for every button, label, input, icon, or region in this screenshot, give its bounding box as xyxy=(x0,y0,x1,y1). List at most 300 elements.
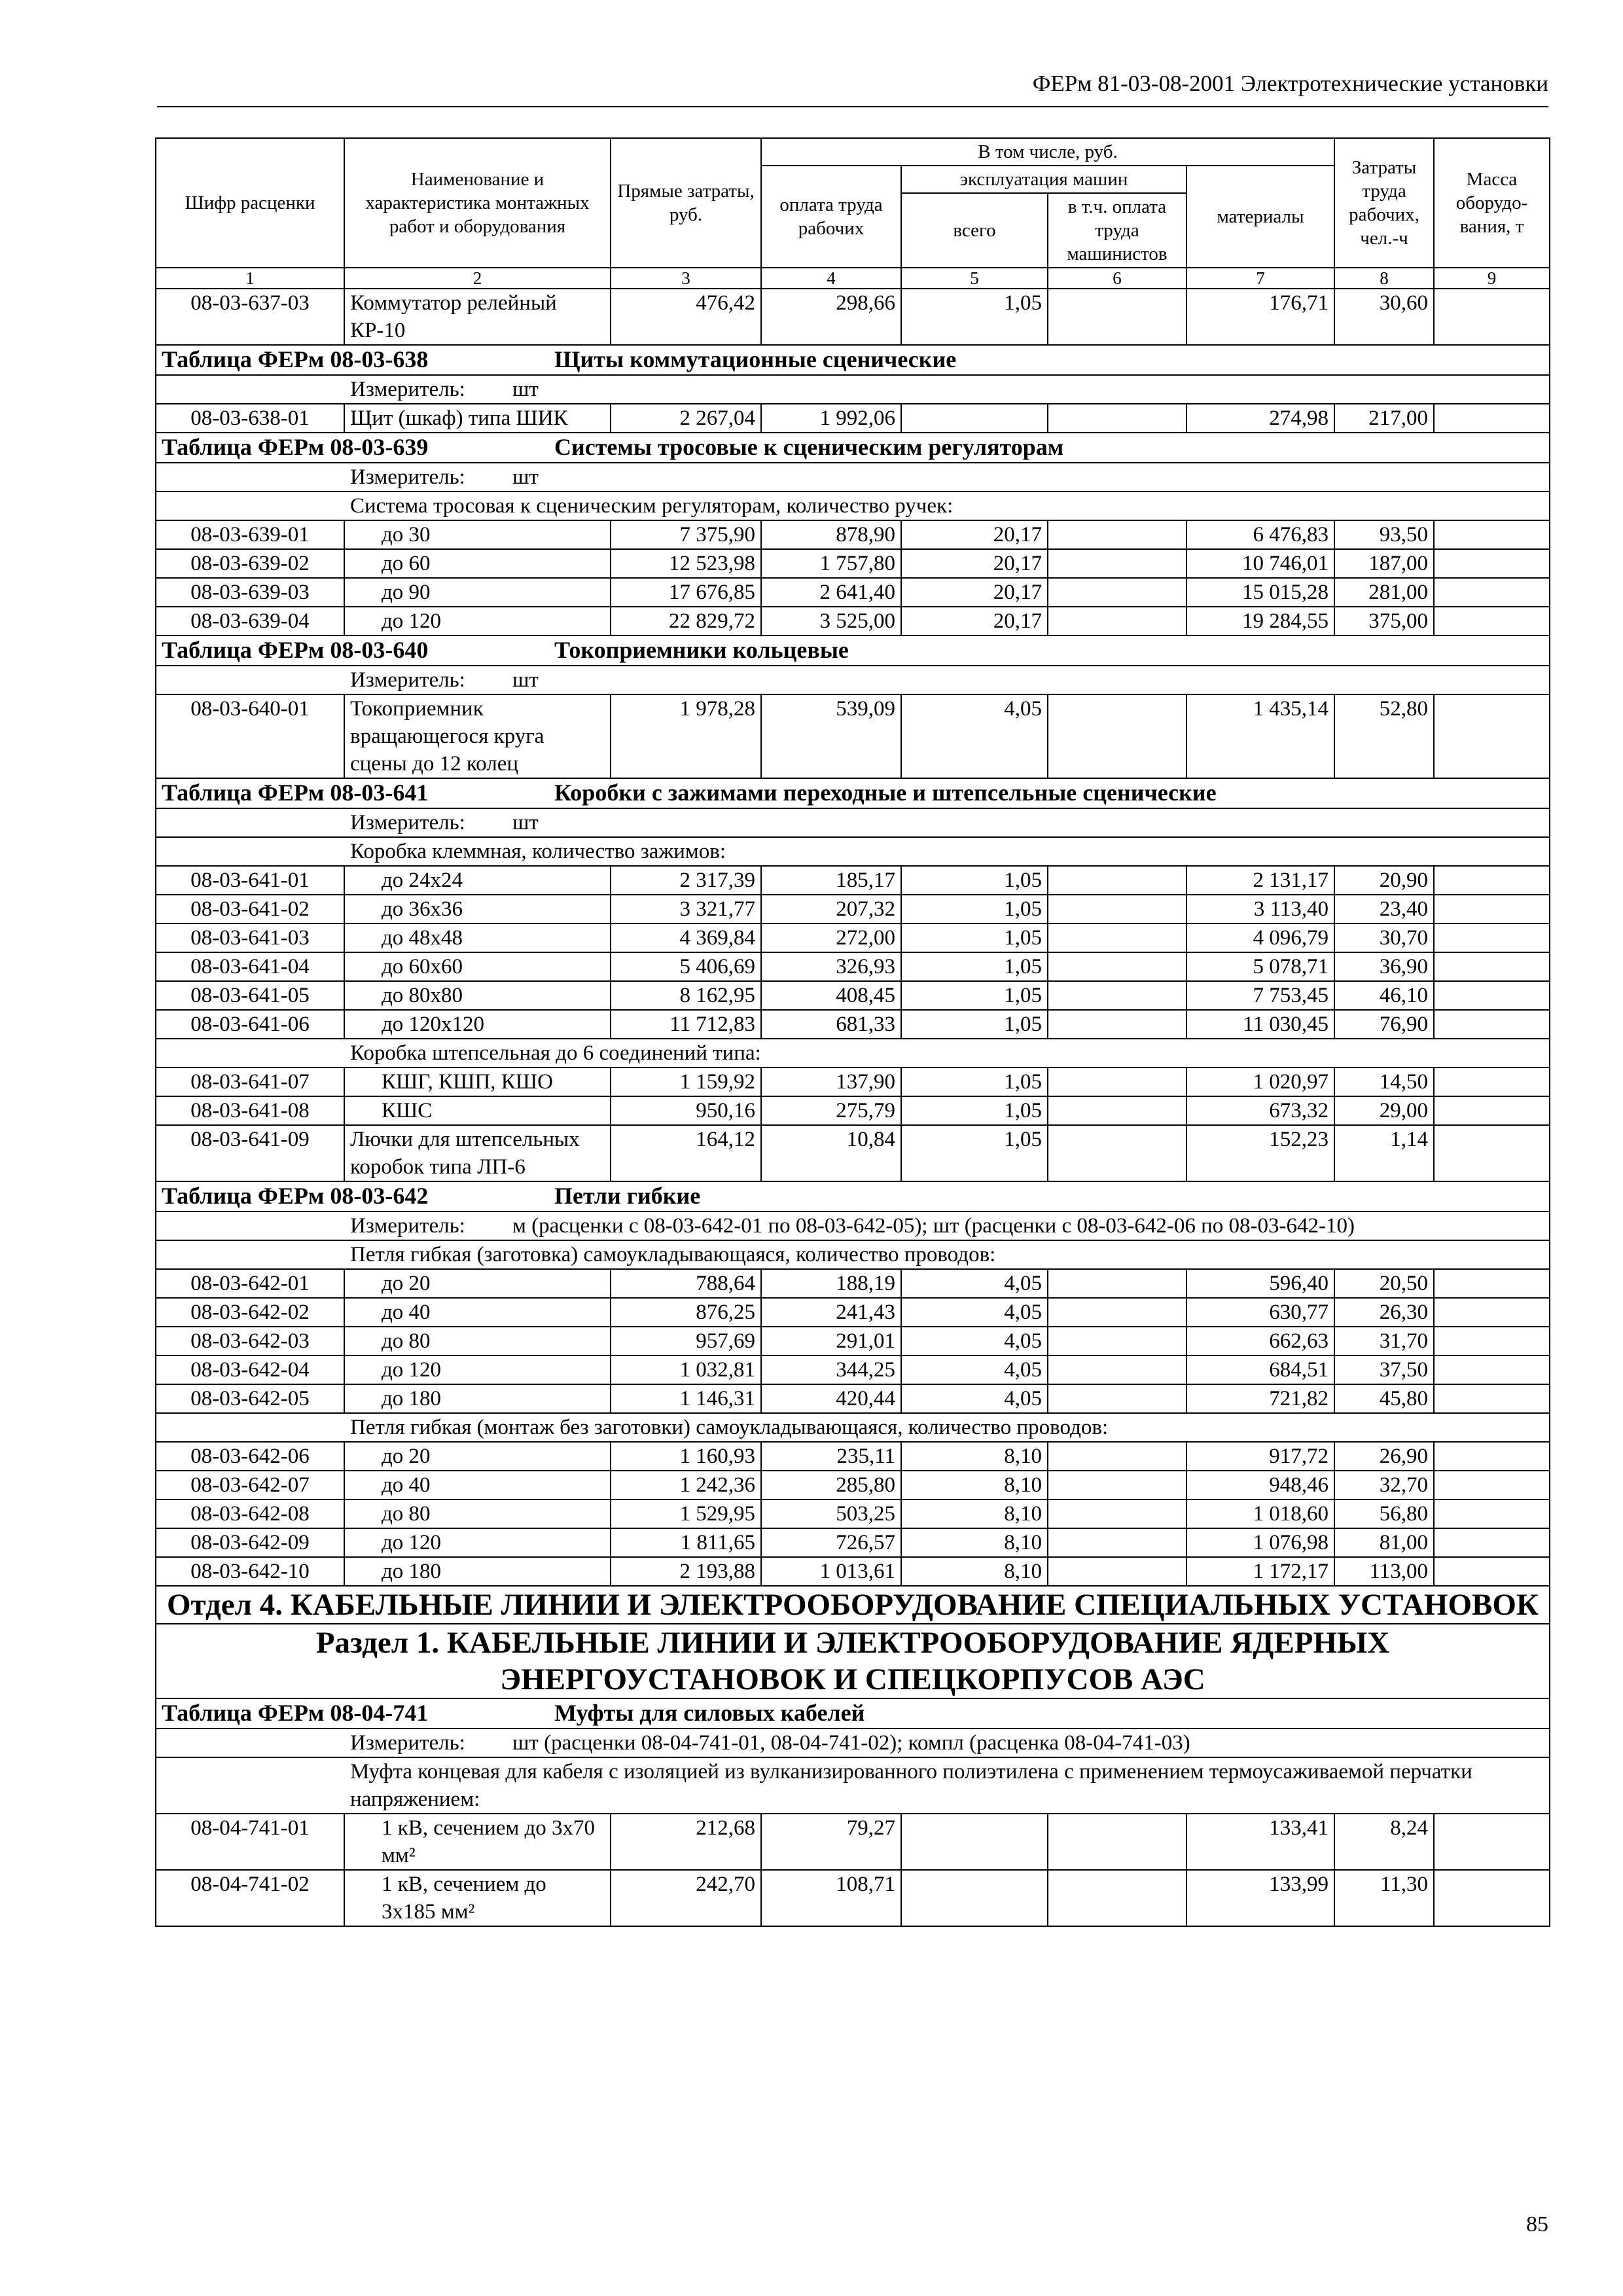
labor-hours: 20,50 xyxy=(1334,1269,1434,1298)
table-row xyxy=(156,1096,1550,1125)
labor-hours: 93,50 xyxy=(1334,520,1434,549)
rate-code: 08-03-642-03 xyxy=(156,1327,344,1355)
direct-cost: 957,69 xyxy=(611,1327,761,1355)
rate-name: до 40 xyxy=(344,1471,611,1499)
equipment-mass xyxy=(1434,895,1550,924)
group-row xyxy=(156,1757,1550,1814)
table-row xyxy=(156,1471,1550,1499)
rate-code: 08-03-641-02 xyxy=(156,895,344,924)
col-num: 5 xyxy=(901,268,1048,289)
materials-cost: 11 030,45 xyxy=(1186,1010,1334,1039)
machine-cost xyxy=(901,1814,1048,1870)
machine-cost: 4,05 xyxy=(901,694,1048,778)
rate-name: до 60х60 xyxy=(344,952,611,981)
machine-labor-cost xyxy=(1048,549,1186,578)
direct-cost: 950,16 xyxy=(611,1096,761,1125)
machine-cost: 1,05 xyxy=(901,866,1048,895)
table-title-row xyxy=(156,778,1550,808)
materials-cost: 2 131,17 xyxy=(1186,866,1334,895)
table-title: Муфты для силовых кабелей xyxy=(554,1700,865,1726)
rate-name: Коммутатор релейный КР-10 xyxy=(344,289,611,345)
equipment-mass xyxy=(1434,289,1550,345)
direct-cost: 1 242,36 xyxy=(611,1471,761,1499)
materials-cost: 274,98 xyxy=(1186,404,1334,433)
materials-cost: 917,72 xyxy=(1186,1442,1334,1471)
labor-hours: 46,10 xyxy=(1334,981,1434,1010)
machine-labor-cost xyxy=(1048,1870,1186,1926)
direct-cost: 1 032,81 xyxy=(611,1355,761,1384)
machine-labor-cost xyxy=(1048,1528,1186,1557)
measure-unit: шт xyxy=(512,668,539,692)
machine-cost: 1,05 xyxy=(901,924,1048,952)
table-row xyxy=(156,549,1550,578)
rate-code: 08-03-642-01 xyxy=(156,1269,344,1298)
rate-code: 08-03-642-07 xyxy=(156,1471,344,1499)
measure-label: Измеритель: xyxy=(350,378,465,401)
labor-hours: 26,30 xyxy=(1334,1298,1434,1327)
direct-cost: 2 267,04 xyxy=(611,404,761,433)
machine-labor-cost xyxy=(1048,578,1186,607)
labor-hours: 187,00 xyxy=(1334,549,1434,578)
machine-labor-cost xyxy=(1048,404,1186,433)
rate-name: до 120 xyxy=(344,1355,611,1384)
col-header-direct: Прямые затраты, руб. xyxy=(611,138,761,268)
equipment-mass xyxy=(1434,1298,1550,1327)
labor-cost: 1 757,80 xyxy=(761,549,901,578)
table-title: Системы тросовые к сценическим регуляторам xyxy=(554,434,1064,460)
table-row xyxy=(156,1528,1550,1557)
rate-code: 08-03-642-08 xyxy=(156,1499,344,1528)
materials-cost: 133,99 xyxy=(1186,1870,1334,1926)
machine-labor-cost xyxy=(1048,1010,1186,1039)
labor-hours: 81,00 xyxy=(1334,1528,1434,1557)
table-code: Таблица ФЕРм 08-04-741 xyxy=(162,1700,429,1726)
machine-cost: 1,05 xyxy=(901,952,1048,981)
equipment-mass xyxy=(1434,1355,1550,1384)
labor-hours: 23,40 xyxy=(1334,895,1434,924)
table-row xyxy=(156,895,1550,924)
labor-cost: 539,09 xyxy=(761,694,901,778)
group-row xyxy=(156,1039,1550,1067)
labor-cost: 503,25 xyxy=(761,1499,901,1528)
measure-row xyxy=(156,375,1550,404)
equipment-mass xyxy=(1434,1010,1550,1039)
machine-labor-cost xyxy=(1048,981,1186,1010)
direct-cost: 212,68 xyxy=(611,1814,761,1870)
measure-row xyxy=(156,808,1550,837)
labor-hours: 217,00 xyxy=(1334,404,1434,433)
machine-cost xyxy=(901,1870,1048,1926)
labor-hours: 375,00 xyxy=(1334,607,1434,636)
rate-name: КШС xyxy=(344,1096,611,1125)
table-row xyxy=(156,952,1550,981)
section-heading-row xyxy=(156,1624,1550,1698)
col-num: 4 xyxy=(761,268,901,289)
materials-cost: 662,63 xyxy=(1186,1327,1334,1355)
department-heading: Отдел 4. КАБЕЛЬНЫЕ ЛИНИИ И ЭЛЕКТРООБОРУДОВАНИЕ СПЕЦИАЛЬНЫХ УСТАНОВОК xyxy=(156,1586,1550,1624)
rate-code: 08-03-641-08 xyxy=(156,1096,344,1125)
direct-cost: 1 159,92 xyxy=(611,1067,761,1096)
table-row xyxy=(156,981,1550,1010)
labor-hours: 14,50 xyxy=(1334,1067,1434,1096)
table-title-row xyxy=(156,636,1550,666)
labor-hours: 20,90 xyxy=(1334,866,1434,895)
machine-cost: 4,05 xyxy=(901,1298,1048,1327)
group-row xyxy=(156,1240,1550,1269)
table-row xyxy=(156,924,1550,952)
direct-cost: 1 811,65 xyxy=(611,1528,761,1557)
equipment-mass xyxy=(1434,1125,1550,1181)
labor-hours: 36,90 xyxy=(1334,952,1434,981)
rate-code: 08-03-641-01 xyxy=(156,866,344,895)
machine-labor-cost xyxy=(1048,1067,1186,1096)
table-row xyxy=(156,404,1550,433)
table-row xyxy=(156,1327,1550,1355)
labor-cost: 878,90 xyxy=(761,520,901,549)
equipment-mass xyxy=(1434,520,1550,549)
labor-hours: 26,90 xyxy=(1334,1442,1434,1471)
machine-cost: 20,17 xyxy=(901,578,1048,607)
equipment-mass xyxy=(1434,404,1550,433)
direct-cost: 1 978,28 xyxy=(611,694,761,778)
measure-label: Измеритель: xyxy=(350,668,465,692)
measure-row xyxy=(156,463,1550,492)
machine-cost: 4,05 xyxy=(901,1384,1048,1413)
direct-cost: 1 146,31 xyxy=(611,1384,761,1413)
measure-label: Измеритель: xyxy=(350,1214,465,1238)
machine-labor-cost xyxy=(1048,1384,1186,1413)
materials-cost: 630,77 xyxy=(1186,1298,1334,1327)
direct-cost: 476,42 xyxy=(611,289,761,345)
machine-cost: 20,17 xyxy=(901,520,1048,549)
machine-cost: 8,10 xyxy=(901,1442,1048,1471)
direct-cost: 5 406,69 xyxy=(611,952,761,981)
direct-cost: 2 317,39 xyxy=(611,866,761,895)
table-row xyxy=(156,1298,1550,1327)
rate-name: до 24х24 xyxy=(344,866,611,895)
machine-labor-cost xyxy=(1048,1125,1186,1181)
machine-labor-cost xyxy=(1048,289,1186,345)
direct-cost: 17 676,85 xyxy=(611,578,761,607)
labor-cost: 235,11 xyxy=(761,1442,901,1471)
rate-name: до 60 xyxy=(344,549,611,578)
direct-cost: 8 162,95 xyxy=(611,981,761,1010)
table-row xyxy=(156,607,1550,636)
rate-code: 08-03-641-06 xyxy=(156,1010,344,1039)
labor-cost: 108,71 xyxy=(761,1870,901,1926)
labor-cost: 291,01 xyxy=(761,1327,901,1355)
rate-name: до 90 xyxy=(344,578,611,607)
equipment-mass xyxy=(1434,578,1550,607)
equipment-mass xyxy=(1434,981,1550,1010)
materials-cost: 1 018,60 xyxy=(1186,1499,1334,1528)
rate-code: 08-03-642-09 xyxy=(156,1528,344,1557)
materials-cost: 176,71 xyxy=(1186,289,1334,345)
measure-unit: шт xyxy=(512,811,539,834)
machine-cost: 4,05 xyxy=(901,1327,1048,1355)
col-header-labor: оплата труда рабочих xyxy=(761,166,901,268)
col-header-mach-labor: в т.ч. оплата труда машинистов xyxy=(1048,193,1186,268)
table-row xyxy=(156,1355,1550,1384)
rate-name: до 48х48 xyxy=(344,924,611,952)
labor-hours: 45,80 xyxy=(1334,1384,1434,1413)
column-number-row xyxy=(156,268,1550,289)
rate-code: 08-03-642-06 xyxy=(156,1442,344,1471)
rate-code: 08-03-642-02 xyxy=(156,1298,344,1327)
table-row xyxy=(156,520,1550,549)
table-row xyxy=(156,1384,1550,1413)
labor-cost: 420,44 xyxy=(761,1384,901,1413)
machine-cost: 1,05 xyxy=(901,1125,1048,1181)
labor-cost: 1 992,06 xyxy=(761,404,901,433)
table-title-row xyxy=(156,433,1550,463)
equipment-mass xyxy=(1434,1327,1550,1355)
equipment-mass xyxy=(1434,1269,1550,1298)
rate-code: 08-03-642-04 xyxy=(156,1355,344,1384)
labor-cost: 1 013,61 xyxy=(761,1557,901,1586)
machine-cost: 8,10 xyxy=(901,1471,1048,1499)
table-row xyxy=(156,1442,1550,1471)
col-num: 3 xyxy=(611,268,761,289)
labor-cost: 10,84 xyxy=(761,1125,901,1181)
labor-cost: 207,32 xyxy=(761,895,901,924)
table-title: Токоприемники кольцевые xyxy=(554,637,849,663)
machine-cost: 1,05 xyxy=(901,289,1048,345)
direct-cost: 788,64 xyxy=(611,1269,761,1298)
col-header-code: Шифр расценки xyxy=(156,138,344,268)
rate-code: 08-03-642-10 xyxy=(156,1557,344,1586)
equipment-mass xyxy=(1434,1870,1550,1926)
equipment-mass xyxy=(1434,694,1550,778)
rate-name: до 180 xyxy=(344,1557,611,1586)
group-label: Петля гибкая (заготовка) самоукладывающаяся, количество проводов: xyxy=(156,1240,1550,1269)
materials-cost: 10 746,01 xyxy=(1186,549,1334,578)
direct-cost: 1 160,93 xyxy=(611,1442,761,1471)
rate-name: до 80 xyxy=(344,1327,611,1355)
section-heading: Раздел 1. КАБЕЛЬНЫЕ ЛИНИИ И ЭЛЕКТРООБОРУДОВАНИЕ ЯДЕРНЫХ ЭНЕРГОУСТАНОВОК И СПЕЦКОРПУСОВ АЭС xyxy=(156,1624,1550,1698)
group-label: Муфта концевая для кабеля с изоляцией из вулканизированного полиэтилена с применением термоусаживаемой перчатки напряжением: xyxy=(156,1757,1550,1814)
table-code: Таблица ФЕРм 08-03-640 xyxy=(162,637,429,663)
table-title-row xyxy=(156,1181,1550,1211)
labor-cost: 137,90 xyxy=(761,1067,901,1096)
equipment-mass xyxy=(1434,1067,1550,1096)
equipment-mass xyxy=(1434,1384,1550,1413)
materials-cost: 684,51 xyxy=(1186,1355,1334,1384)
group-label: Коробка штепсельная до 6 соединений типа: xyxy=(156,1039,1550,1067)
direct-cost: 11 712,83 xyxy=(611,1010,761,1039)
materials-cost: 596,40 xyxy=(1186,1269,1334,1298)
labor-cost: 79,27 xyxy=(761,1814,901,1870)
materials-cost: 1 172,17 xyxy=(1186,1557,1334,1586)
direct-cost: 12 523,98 xyxy=(611,549,761,578)
equipment-mass xyxy=(1434,607,1550,636)
labor-cost: 726,57 xyxy=(761,1528,901,1557)
rate-name: до 20 xyxy=(344,1269,611,1298)
machine-labor-cost xyxy=(1048,1442,1186,1471)
machine-labor-cost xyxy=(1048,1355,1186,1384)
materials-cost: 4 096,79 xyxy=(1186,924,1334,952)
labor-cost: 408,45 xyxy=(761,981,901,1010)
machine-labor-cost xyxy=(1048,694,1186,778)
equipment-mass xyxy=(1434,866,1550,895)
table-title: Коробки с зажимами переходные и штепсельные сценические xyxy=(554,780,1217,806)
norms-table xyxy=(155,137,1550,1927)
rate-code: 08-04-741-02 xyxy=(156,1870,344,1926)
rate-name: 1 кВ, сечением до 3х185 мм² xyxy=(344,1870,611,1926)
equipment-mass xyxy=(1434,952,1550,981)
rate-name: 1 кВ, сечением до 3х70 мм² xyxy=(344,1814,611,1870)
materials-cost: 19 284,55 xyxy=(1186,607,1334,636)
labor-hours: 30,60 xyxy=(1334,289,1434,345)
group-label: Коробка клеммная, количество зажимов: xyxy=(156,837,1550,866)
machine-cost: 8,10 xyxy=(901,1557,1048,1586)
rate-code: 08-03-639-03 xyxy=(156,578,344,607)
rate-name: до 20 xyxy=(344,1442,611,1471)
labor-cost: 344,25 xyxy=(761,1355,901,1384)
table-row xyxy=(156,1499,1550,1528)
labor-cost: 241,43 xyxy=(761,1298,901,1327)
table-row xyxy=(156,289,1550,345)
labor-cost: 275,79 xyxy=(761,1096,901,1125)
table-code: Таблица ФЕРм 08-03-639 xyxy=(162,434,429,460)
machine-cost: 20,17 xyxy=(901,549,1048,578)
direct-cost: 2 193,88 xyxy=(611,1557,761,1586)
machine-cost: 8,10 xyxy=(901,1499,1048,1528)
rate-code: 08-03-641-04 xyxy=(156,952,344,981)
machine-labor-cost xyxy=(1048,866,1186,895)
direct-cost: 164,12 xyxy=(611,1125,761,1181)
measure-row xyxy=(156,1729,1550,1757)
rate-name: до 80х80 xyxy=(344,981,611,1010)
col-num: 9 xyxy=(1434,268,1550,289)
direct-cost: 242,70 xyxy=(611,1870,761,1926)
machine-cost: 8,10 xyxy=(901,1528,1048,1557)
labor-hours: 56,80 xyxy=(1334,1499,1434,1528)
machine-labor-cost xyxy=(1048,520,1186,549)
labor-hours: 29,00 xyxy=(1334,1096,1434,1125)
header-rule xyxy=(157,106,1548,107)
labor-hours: 52,80 xyxy=(1334,694,1434,778)
rate-name: Щит (шкаф) типа ШИК xyxy=(344,404,611,433)
machine-cost: 1,05 xyxy=(901,1010,1048,1039)
rate-code: 08-03-640-01 xyxy=(156,694,344,778)
machine-cost: 4,05 xyxy=(901,1269,1048,1298)
machine-labor-cost xyxy=(1048,1298,1186,1327)
machine-labor-cost xyxy=(1048,1269,1186,1298)
measure-label: Измеритель: xyxy=(350,811,465,834)
col-header-name: Наименование и характеристика монтажных работ и оборудования xyxy=(344,138,611,268)
group-row xyxy=(156,1413,1550,1442)
table-code: Таблица ФЕРм 08-03-638 xyxy=(162,346,429,372)
rate-code: 08-03-639-04 xyxy=(156,607,344,636)
rate-code: 08-03-641-07 xyxy=(156,1067,344,1096)
machine-cost: 4,05 xyxy=(901,1355,1048,1384)
department-heading-row xyxy=(156,1586,1550,1624)
labor-hours: 30,70 xyxy=(1334,924,1434,952)
measure-unit: шт xyxy=(512,378,539,401)
rate-name: до 180 xyxy=(344,1384,611,1413)
rate-code: 08-04-741-01 xyxy=(156,1814,344,1870)
table-row xyxy=(156,1010,1550,1039)
page-header-title: ФЕРм 81-03-08-2001 Электротехнические установки xyxy=(1032,71,1548,96)
machine-labor-cost xyxy=(1048,1499,1186,1528)
direct-cost: 3 321,77 xyxy=(611,895,761,924)
col-num: 6 xyxy=(1048,268,1186,289)
labor-hours: 1,14 xyxy=(1334,1125,1434,1181)
labor-cost: 298,66 xyxy=(761,289,901,345)
group-label: Петля гибкая (монтаж без заготовки) самоукладывающаяся, количество проводов: xyxy=(156,1413,1550,1442)
labor-cost: 272,00 xyxy=(761,924,901,952)
materials-cost: 948,46 xyxy=(1186,1471,1334,1499)
group-row xyxy=(156,837,1550,866)
measure-label: Измеритель: xyxy=(350,465,465,489)
col-header-incl: В том числе, руб. xyxy=(761,138,1334,166)
machine-labor-cost xyxy=(1048,895,1186,924)
equipment-mass xyxy=(1434,1557,1550,1586)
labor-hours: 11,30 xyxy=(1334,1870,1434,1926)
materials-cost: 1 076,98 xyxy=(1186,1528,1334,1557)
table-code: Таблица ФЕРм 08-03-642 xyxy=(162,1183,429,1209)
direct-cost: 22 829,72 xyxy=(611,607,761,636)
table-code: Таблица ФЕРм 08-03-641 xyxy=(162,780,429,806)
direct-cost: 4 369,84 xyxy=(611,924,761,952)
table-row xyxy=(156,1814,1550,1870)
equipment-mass xyxy=(1434,1096,1550,1125)
rate-name: до 120х120 xyxy=(344,1010,611,1039)
labor-cost: 2 641,40 xyxy=(761,578,901,607)
materials-cost: 721,82 xyxy=(1186,1384,1334,1413)
measure-row xyxy=(156,666,1550,694)
labor-cost: 185,17 xyxy=(761,866,901,895)
machine-labor-cost xyxy=(1048,924,1186,952)
equipment-mass xyxy=(1434,1814,1550,1870)
materials-cost: 673,32 xyxy=(1186,1096,1334,1125)
table-title: Петли гибкие xyxy=(554,1183,701,1209)
materials-cost: 7 753,45 xyxy=(1186,981,1334,1010)
rate-name: до 40 xyxy=(344,1298,611,1327)
machine-labor-cost xyxy=(1048,607,1186,636)
table-row xyxy=(156,1125,1550,1181)
col-header-materials: материалы xyxy=(1186,166,1334,268)
table-row xyxy=(156,578,1550,607)
col-header-machines: эксплуатация машин xyxy=(901,166,1186,193)
table-title-row xyxy=(156,345,1550,375)
equipment-mass xyxy=(1434,549,1550,578)
equipment-mass xyxy=(1434,1471,1550,1499)
rate-code: 08-03-637-03 xyxy=(156,289,344,345)
materials-cost: 1 020,97 xyxy=(1186,1067,1334,1096)
rate-code: 08-03-639-01 xyxy=(156,520,344,549)
labor-cost: 681,33 xyxy=(761,1010,901,1039)
col-header-mach-total: всего xyxy=(901,193,1048,268)
rate-name: до 36х36 xyxy=(344,895,611,924)
materials-cost: 3 113,40 xyxy=(1186,895,1334,924)
materials-cost: 6 476,83 xyxy=(1186,520,1334,549)
table-title-row xyxy=(156,1698,1550,1729)
labor-hours: 76,90 xyxy=(1334,1010,1434,1039)
measure-unit: м (расценки с 08-03-642-01 по 08-03-642-05); шт (расценки с 08-03-642-06 по 08-03-642-10) xyxy=(512,1214,1355,1238)
col-num: 8 xyxy=(1334,268,1434,289)
labor-cost: 285,80 xyxy=(761,1471,901,1499)
table-row xyxy=(156,1870,1550,1926)
rate-name: Лючки для штепсельных коробок типа ЛП-6 xyxy=(344,1125,611,1181)
table-title: Щиты коммутационные сценические xyxy=(554,346,957,372)
materials-cost: 5 078,71 xyxy=(1186,952,1334,981)
col-num: 1 xyxy=(156,268,344,289)
rate-name: Токоприемник вращающегося круга сцены до 12 колец xyxy=(344,694,611,778)
equipment-mass xyxy=(1434,1499,1550,1528)
rate-name: КШГ, КШП, КШО xyxy=(344,1067,611,1096)
